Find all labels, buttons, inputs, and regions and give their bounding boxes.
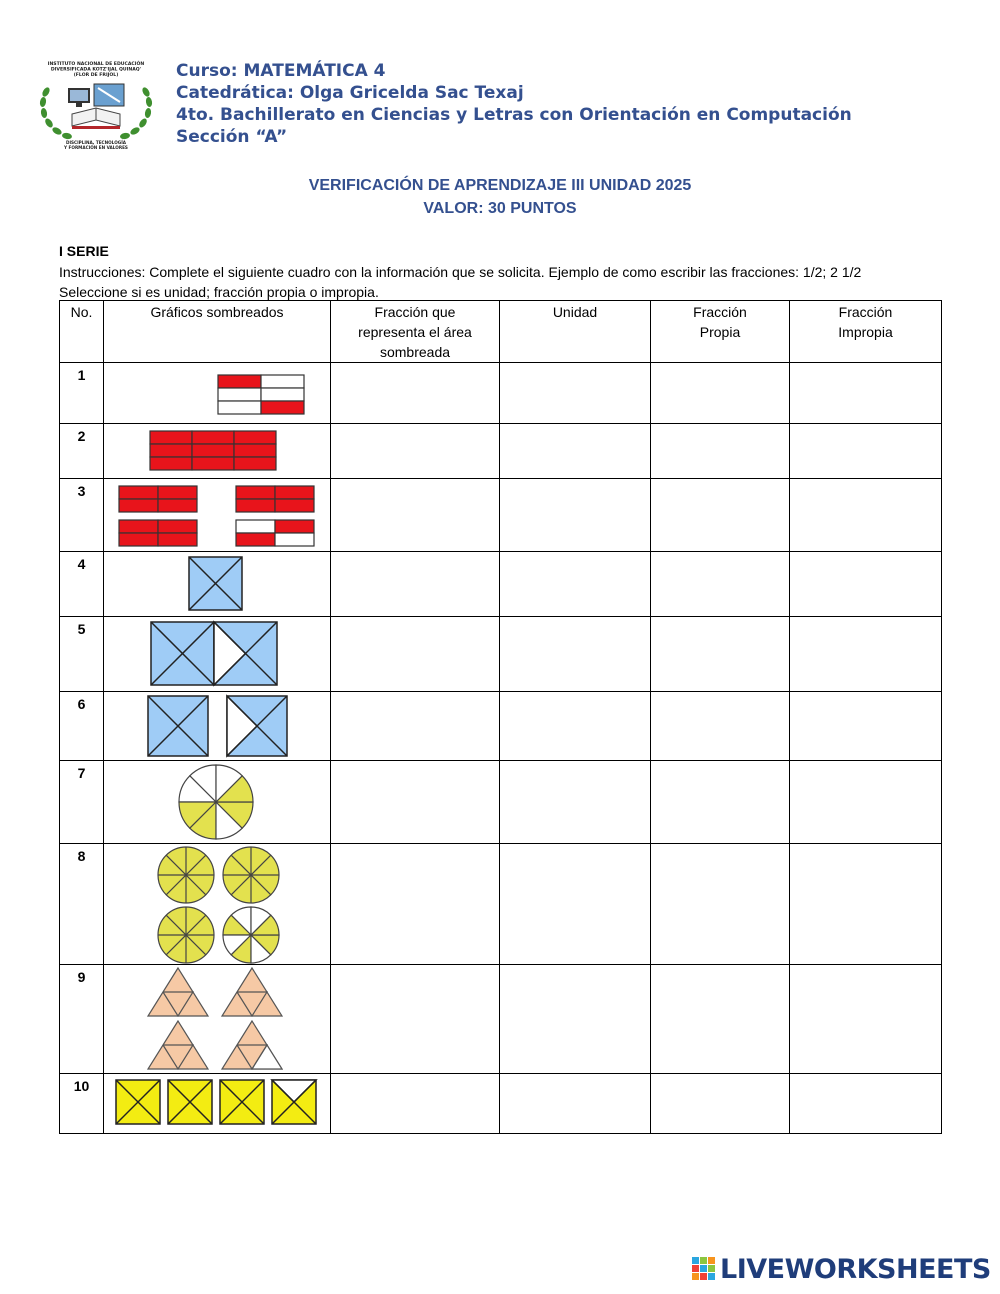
proper-cell[interactable] xyxy=(651,552,790,617)
improper-cell[interactable] xyxy=(790,965,942,1074)
row-number: 10 xyxy=(60,1074,104,1134)
proper-cell[interactable] xyxy=(651,479,790,552)
school-logo xyxy=(36,58,156,154)
header-improper-line-1: Fracción xyxy=(838,304,893,320)
table-row xyxy=(60,1074,942,1134)
shaded-graphic xyxy=(104,844,331,965)
fraction-cell[interactable] xyxy=(331,617,500,692)
unit-cell[interactable] xyxy=(500,761,651,844)
row-number: 8 xyxy=(60,844,104,965)
unit-cell[interactable] xyxy=(500,965,651,1074)
fraction-cell[interactable] xyxy=(331,844,500,965)
liveworksheets-logo-icon xyxy=(692,1257,716,1281)
teacher-name: Catedrática: Olga Gricelda Sac Texaj xyxy=(176,83,524,103)
circle-8-sectors-figure xyxy=(104,844,331,964)
svg-text:DIVERSIFICADA KOTZ'IJAL QUINAQ: DIVERSIFICADA KOTZ'IJAL QUINAQ' xyxy=(50,67,142,73)
improper-cell[interactable] xyxy=(790,617,942,692)
course-name: Curso: MATEMÁTICA 4 xyxy=(176,61,386,81)
course-header xyxy=(176,60,852,148)
svg-text:DISCIPLINA, TECNOLOGÍA: DISCIPLINA, TECNOLOGÍA xyxy=(65,140,127,145)
table-row xyxy=(60,479,942,552)
liveworksheets-brand xyxy=(692,1252,991,1286)
svg-text:Y FORMACIÓN EN VALORES: Y FORMACIÓN EN VALORES xyxy=(64,145,128,150)
instructions-line-2: Seleccione si es unidad; fracción propia o impropia. xyxy=(59,284,379,300)
square-4-triangles-figure xyxy=(104,692,331,760)
fraction-cell[interactable] xyxy=(331,761,500,844)
proper-cell[interactable] xyxy=(651,1074,790,1134)
improper-cell[interactable] xyxy=(790,552,942,617)
fraction-cell[interactable] xyxy=(331,1074,500,1134)
header-unit: Unidad xyxy=(500,301,651,363)
table-row xyxy=(60,692,942,761)
fraction-cell[interactable] xyxy=(331,363,500,424)
header-fraction-line-3: sombreada xyxy=(379,344,451,360)
title-line-1: VERIFICACIÓN DE APRENDIZAJE III UNIDAD 2025 xyxy=(308,177,692,194)
shaded-graphic xyxy=(104,424,331,479)
fraction-cell[interactable] xyxy=(331,424,500,479)
svg-text:INSTITUTO NACIONAL DE EDUCACIÓ: INSTITUTO NACIONAL DE EDUCACIÓN xyxy=(47,62,145,67)
section-name: Sección “A” xyxy=(176,127,288,147)
header-proper xyxy=(651,301,790,363)
fraction-cell[interactable] xyxy=(331,479,500,552)
table-row xyxy=(60,965,942,1074)
improper-cell[interactable] xyxy=(790,1074,942,1134)
improper-cell[interactable] xyxy=(790,363,942,424)
header-proper-line-1: Fracción xyxy=(693,304,747,320)
improper-cell[interactable] xyxy=(790,844,942,965)
instructions xyxy=(59,262,861,302)
shaded-graphic xyxy=(104,552,331,617)
grade-name: 4to. Bachillerato en Ciencias y Letras con Orientación en Computación xyxy=(176,105,852,125)
row-number: 2 xyxy=(60,424,104,479)
header-graphic: Gráficos sombreados xyxy=(104,301,331,363)
proper-cell[interactable] xyxy=(651,844,790,965)
proper-cell[interactable] xyxy=(651,965,790,1074)
rectangle-6-parts-figure xyxy=(104,363,331,423)
unit-cell[interactable] xyxy=(500,617,651,692)
fractions-table xyxy=(59,300,942,1134)
shaded-graphic xyxy=(104,617,331,692)
serie-label: I SERIE xyxy=(59,243,109,259)
improper-cell[interactable] xyxy=(790,761,942,844)
fraction-cell[interactable] xyxy=(331,692,500,761)
table-row xyxy=(60,844,942,965)
unit-cell[interactable] xyxy=(500,1074,651,1134)
liveworksheets-text: LIVEWORKSHEETS xyxy=(720,1253,991,1285)
proper-cell[interactable] xyxy=(651,761,790,844)
header-fraction-line-1: Fracción que xyxy=(374,304,456,320)
improper-cell[interactable] xyxy=(790,692,942,761)
rectangle-6-parts-figure xyxy=(104,424,331,478)
table-row xyxy=(60,617,942,692)
table-row xyxy=(60,761,942,844)
shaded-graphic xyxy=(104,761,331,844)
row-number: 5 xyxy=(60,617,104,692)
proper-cell[interactable] xyxy=(651,363,790,424)
unit-cell[interactable] xyxy=(500,844,651,965)
proper-cell[interactable] xyxy=(651,617,790,692)
unit-cell[interactable] xyxy=(500,479,651,552)
square-4-triangles-figure xyxy=(104,617,331,691)
row-number: 1 xyxy=(60,363,104,424)
shaded-graphic xyxy=(104,965,331,1074)
unit-cell[interactable] xyxy=(500,424,651,479)
row-number: 3 xyxy=(60,479,104,552)
square-4-triangles-figure xyxy=(104,1074,331,1133)
table-row xyxy=(60,363,942,424)
shaded-graphic xyxy=(104,363,331,424)
fraction-cell[interactable] xyxy=(331,552,500,617)
unit-cell[interactable] xyxy=(500,363,651,424)
improper-cell[interactable] xyxy=(790,479,942,552)
title-line-2: VALOR: 30 PUNTOS xyxy=(423,200,577,217)
header-fraction-line-2: representa el área xyxy=(358,324,472,340)
unit-cell[interactable] xyxy=(500,552,651,617)
header-proper-line-2: Propia xyxy=(699,324,741,340)
rectangles-4-parts-figure xyxy=(104,479,331,551)
proper-cell[interactable] xyxy=(651,424,790,479)
table-row xyxy=(60,552,942,617)
instructions-line-1: Instrucciones: Complete el siguiente cuadro con la información que se solicita. Ejemplo de como escribir las fracciones: 1/2; 2 1/2 xyxy=(59,264,862,280)
table-header-row xyxy=(60,301,942,363)
shaded-graphic xyxy=(104,692,331,761)
header-no: No. xyxy=(60,301,104,363)
header-improper xyxy=(790,301,942,363)
improper-cell[interactable] xyxy=(790,424,942,479)
svg-text:(FLOR DE FRIJOL): (FLOR DE FRIJOL) xyxy=(73,73,119,78)
fraction-cell[interactable] xyxy=(331,965,500,1074)
header-fraction xyxy=(331,301,500,363)
header-improper-line-2: Impropia xyxy=(838,324,893,340)
triangle-4-parts-figure xyxy=(104,965,331,1073)
row-number: 4 xyxy=(60,552,104,617)
proper-cell[interactable] xyxy=(651,692,790,761)
row-number: 7 xyxy=(60,761,104,844)
row-number: 9 xyxy=(60,965,104,1074)
page-title xyxy=(0,174,1000,220)
row-number: 6 xyxy=(60,692,104,761)
shaded-graphic xyxy=(104,479,331,552)
unit-cell[interactable] xyxy=(500,692,651,761)
table-row xyxy=(60,424,942,479)
circle-8-sectors-figure xyxy=(104,761,331,843)
shaded-graphic xyxy=(104,1074,331,1134)
square-4-triangles-figure xyxy=(104,552,331,616)
